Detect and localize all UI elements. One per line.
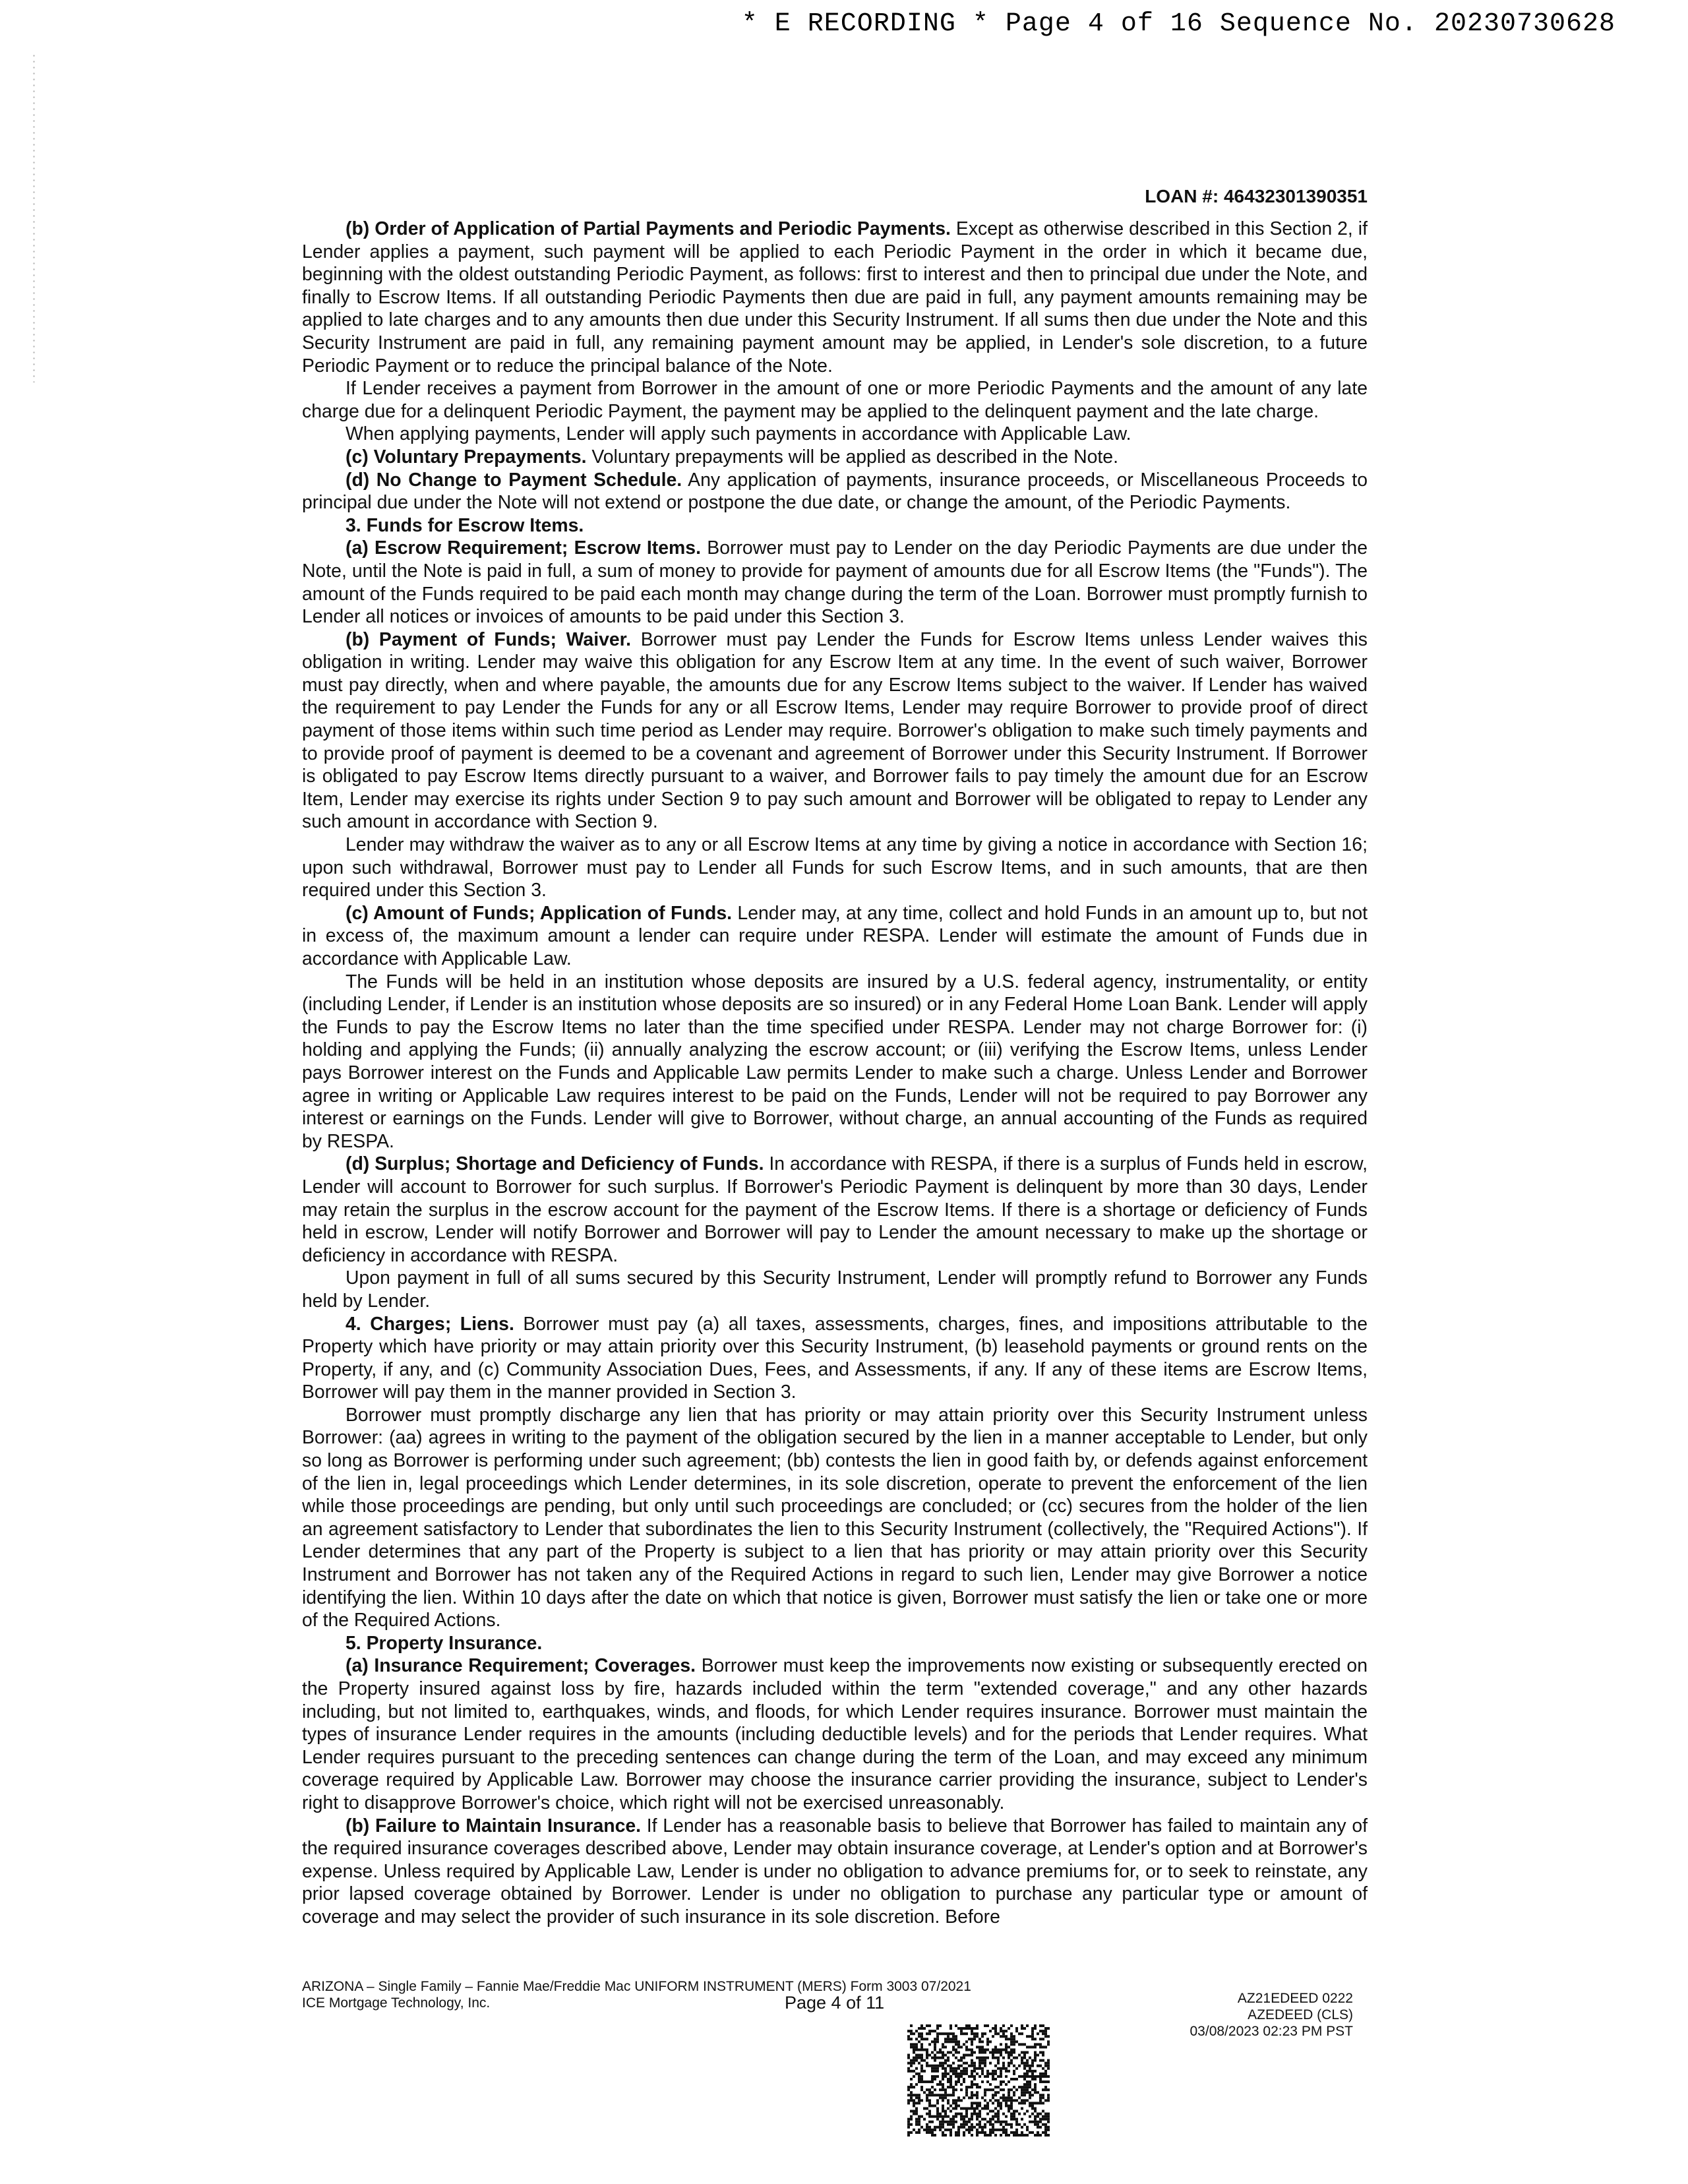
paragraph: [302, 446, 1368, 469]
paragraph-heading: (a) Escrow Requirement; Escrow Items.: [346, 537, 701, 559]
footer-document-codes: [1190, 1990, 1354, 2040]
paragraph-heading: (d) Surplus; Shortage and Deficiency of Funds.: [346, 1153, 764, 1175]
paragraph: [302, 628, 1368, 834]
paragraph-heading: (d) No Change to Payment Schedule.: [346, 469, 682, 491]
paragraph: [302, 1267, 1368, 1312]
footer-company: ICE Mortgage Technology, Inc.: [302, 1995, 491, 2011]
paragraph-heading: 4. Charges; Liens.: [346, 1313, 514, 1335]
paragraph-text: Borrower must keep the improvements now existing or subsequently erected on the Property insured against loss by fire, hazards included within the term "extended coverage," and any other hazards including, but not limited to, earthquakes, winds, and floods, for which Lender requires insurance. Borrower must maintain the types of insurance Lender requires in the amounts (including deductible levels) and for the periods that Lender requires. What Lender requires pursuant to the preceding sentences can change during the term of the Loan, and may exceed any minimum coverage required by Applicable Law. Borrower may choose the insurance carrier providing the insurance, subject to Lender's right to disapprove Borrower's choice, which right will not be exercised unreasonably.: [302, 1655, 1368, 1813]
paragraph-text: Lender may withdraw the waiver as to any or all Escrow Items at any time by giving a notice in accordance with Section 16; upon such withdrawal, Borrower must pay to Lender all Funds for such Escrow Items, and in such amounts, that are then required under this Section 3.: [302, 834, 1368, 901]
paragraph-heading: (c) Voluntary Prepayments.: [346, 446, 587, 468]
paragraph-text: Except as otherwise described in this Section 2, if Lender applies a payment, such payment will be applied to each Periodic Payment in the order in which it became due, beginning with the oldest outstanding Periodic Payment, as follows: first to interest and then to principal due under the Note, and finally to Escrow Items. If all outstanding Periodic Payments then due are paid in full, any payment amounts remaining may be applied to late charges and to any amounts then due under this Security Instrument. If all sums then due under the Note and this Security Instrument are paid in full, any remaining payment amount may be applied, in Lender's sole discretion, to a future Periodic Payment or to reduce the principal balance of the Note.: [302, 218, 1368, 377]
paragraph-text: If Lender receives a payment from Borrower in the amount of one or more Periodic Payments and the amount of any late charge due for a delinquent Periodic Payment, the payment may be applied to the delinquent payment and the late charge.: [302, 378, 1368, 422]
paragraph: [302, 218, 1368, 377]
footer-page-number: Page 4 of 11: [785, 1993, 885, 2013]
recording-header: * E RECORDING * Page 4 of 16 Sequence No. 20230730628: [741, 9, 1615, 39]
paragraph-text: Voluntary prepayments will be applied as described in the Note.: [586, 446, 1118, 468]
paragraph-text: Lender may, at any time, collect and hold Funds in an amount up to, but not in excess of, the maximum amount a lender can require under RESPA. Lender will estimate the amount of Funds due in accordance with Applicable Law.: [302, 902, 1368, 969]
paragraph-text: Borrower must pay (a) all taxes, assessments, charges, fines, and impositions attributable to the Property which have priority or may attain priority over this Security Instrument, (b) leasehold payments or ground rents on the Property, if any, and (c) Community Association Dues, Fees, and Assessments, if any. If any of these items are Escrow Items, Borrower will pay them in the manner provided in Section 3.: [302, 1313, 1368, 1403]
paragraph: [302, 1404, 1368, 1632]
paragraph-heading: (b) Payment of Funds; Waiver.: [346, 628, 632, 650]
paragraph: [302, 1815, 1368, 1929]
paragraph: [302, 1654, 1368, 1814]
paragraph: [302, 377, 1368, 423]
footer-code-2: AZEDEED (CLS): [1248, 2007, 1353, 2022]
paragraph: [302, 423, 1368, 446]
document-body: [302, 218, 1368, 1929]
footer-code-1: AZ21EDEED 0222: [1237, 1991, 1353, 2006]
paragraph-text: Upon payment in full of all sums secured by this Security Instrument, Lender will promptly refund to Borrower any Funds held by Lender.: [302, 1267, 1368, 1312]
paragraph-text: Borrower must promptly discharge any lien that has priority or may attain priority over this Security Instrument unless Borrower: (aa) agrees in writing to the payment of the obligation secured by the lien in a manner acceptable to Lender, but only so long as Borrower is performing under such agreement; (bb) contests the lien in good faith by, or defends against enforcement of the lien in, legal proceedings which Lender determines, in its sole discretion, operate to prevent the enforcement of the lien while those proceedings are pending, but only until such proceedings are concluded; or (cc) secures from the holder of the lien an agreement satisfactory to Lender that subordinates the lien to this Security Instrument (collectively, the "Required Actions"). If Lender determines that any part of the Property is subject to a lien that has priority or may attain priority over this Security Instrument and Borrower has not taken any of the Required Actions in regard to such lien, Lender may give Borrower a notice identifying the lien. Within 10 days after the date on which that notice is given, Borrower must satisfy the lien or take one or more of the Required Actions.: [302, 1404, 1368, 1631]
paragraph-heading: 3. Funds for Escrow Items.: [346, 514, 584, 536]
paragraph-text: Any application of payments, insurance proceeds, or Miscellaneous Proceeds to principal due under the Note will not extend or postpone the due date, or change the amount, of the Periodic Payments.: [302, 469, 1368, 514]
paragraph: [302, 971, 1368, 1153]
paragraph: [302, 902, 1368, 971]
paragraph: [302, 1153, 1368, 1267]
paragraph-heading: (b) Order of Application of Partial Payments and Periodic Payments.: [346, 218, 951, 239]
paragraph-text: When applying payments, Lender will apply such payments in accordance with Applicable Law.: [346, 423, 1131, 445]
loan-number: LOAN #: 46432301390351: [1145, 186, 1368, 206]
paragraph: [302, 834, 1368, 902]
paragraph-heading: 5. Property Insurance.: [346, 1632, 543, 1654]
paragraph-heading: (a) Insurance Requirement; Coverages.: [346, 1655, 696, 1677]
footer-form-line: ARIZONA – Single Family – Fannie Mae/Freddie Mac UNIFORM INSTRUMENT (MERS) Form 3003 07/2021: [302, 1979, 971, 1994]
paragraph: [302, 1632, 1368, 1655]
footer-timestamp: 03/08/2023 02:23 PM PST: [1190, 2024, 1353, 2039]
paragraph-text: If Lender has a reasonable basis to believe that Borrower has failed to maintain any of the required insurance coverages described above, Lender may obtain insurance coverage, at Lender's option and at Borrower's expense. Unless required by Applicable Law, Lender is under no obligation to advance premiums for, or to seek to reinstate, any prior lapsed coverage obtained by Borrower. Lender is under no obligation to purchase any particular type or amount of coverage and may select the provider of such insurance in its sole discretion. Before: [302, 1815, 1368, 1927]
paragraph: [302, 514, 1368, 537]
paragraph-text: Borrower must pay Lender the Funds for Escrow Items unless Lender waives this obligation in writing. Lender may waive this obligation for any Escrow Item at any time. In the event of such waiver, Borrower must pay directly, when and where payable, the amounts due for any Escrow Items subject to the waiver. If Lender has waived the requirement to pay Lender the Funds for any or all Escrow Items, Lender may require Borrower to provide proof of direct payment of those items within such time period as Lender may require. Borrower's obligation to make such timely payments and to provide proof of payment is deemed to be a covenant and agreement of Borrower under this Security Instrument. If Borrower is obligated to pay Escrow Items directly pursuant to a waiver, and Borrower fails to pay timely the amount due for an Escrow Item, Lender may exercise its rights under Section 9 to pay such amount and Borrower will be obligated to repay to Lender any such amount in accordance with Section 9.: [302, 628, 1368, 833]
paragraph: [302, 469, 1368, 514]
paragraph: [302, 537, 1368, 628]
paragraph-heading: (b) Failure to Maintain Insurance.: [346, 1815, 642, 1836]
paragraph-text: The Funds will be held in an institution whose deposits are insured by a U.S. federal agency, instrumentality, or entity (including Lender, if Lender is an institution whose deposits are so insured) or in any Federal Home Loan Bank. Lender will apply the Funds to pay the Escrow Items no later than the time specified under RESPA. Lender may not charge Borrower for: (i) holding and applying the Funds; (ii) annually analyzing the escrow account; or (iii) verifying the Escrow Items, unless Lender pays Borrower interest on the Funds and Applicable Law permits Lender to make such a charge. Unless Lender and Borrower agree in writing or Applicable Law requires interest to be paid on the Funds, Lender will not be required to pay Borrower any interest or earnings on the Funds. Lender will give to Borrower, without charge, an annual accounting of the Funds as required by RESPA.: [302, 971, 1368, 1152]
paragraph: [302, 1313, 1368, 1404]
barcode-2d: [907, 2024, 1050, 2137]
scan-margin-dots: [33, 53, 35, 382]
paragraph-heading: (c) Amount of Funds; Application of Funds.: [346, 902, 733, 924]
paragraph-text: In accordance with RESPA, if there is a surplus of Funds held in escrow, Lender will account to Borrower for such surplus. If Borrower's Periodic Payment is delinquent by more than 30 days, Lender may retain the surplus in the escrow account for the payment of the Escrow Items. If there is a shortage or deficiency of Funds held in escrow, Lender will notify Borrower and Borrower will pay to Lender the amount necessary to make up the shortage or deficiency in accordance with RESPA.: [302, 1153, 1368, 1266]
paragraph-text: Borrower must pay to Lender on the day Periodic Payments are due under the Note, until the Note is paid in full, a sum of money to provide for payment of amounts due for all Escrow Items (the "Funds"). The amount of the Funds required to be paid each month may change during the term of the Loan. Borrower must promptly furnish to Lender all notices or invoices of amounts to be paid under this Section 3.: [302, 537, 1368, 628]
